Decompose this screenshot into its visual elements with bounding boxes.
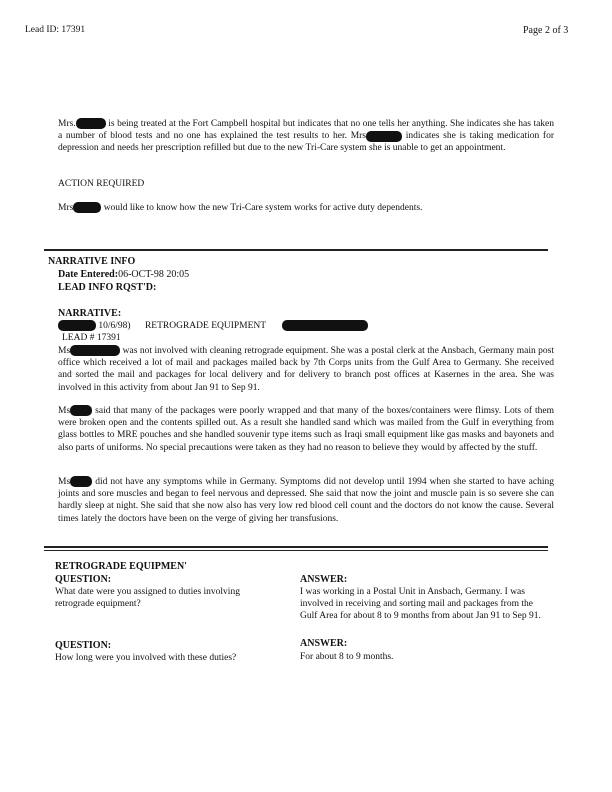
- narrative-lead-number: LEAD # 17391: [62, 333, 121, 343]
- narrative-info-heading: NARRATIVE INFO: [48, 256, 136, 267]
- question-label-1: QUESTION:: [55, 574, 112, 585]
- section-divider-top: [44, 546, 548, 548]
- redaction: [70, 345, 120, 356]
- salutation: Ms: [58, 346, 71, 356]
- answer-label-2: ANSWER:: [300, 638, 348, 649]
- narrative-paragraph-1: [58, 345, 554, 394]
- lead-id: Lead ID: 17391: [25, 25, 86, 35]
- salutation: Ms: [58, 406, 71, 416]
- narrative-paragraph-3: [58, 476, 554, 525]
- salutation: Ms: [58, 477, 71, 487]
- text: is being treated at the Fort Campbell hospital but indicates that no one tells her anything. She indicates she has taken a number of blood tests and no one has explained the test results to her. Mrs: [58, 119, 555, 142]
- text: did not have any symptoms while in Germany. Symptoms did not develop until 1994 when she started to have aching joints and sore muscles and began to feel nervous and depressed. She said that now the joint and muscle pain is so severe she can hardly sleep at night. She said that she now also has very low red blood cell count and the doctors do not know the cause. Several times lately the doctors have been on the verge of giving her transfusions.: [58, 477, 554, 524]
- answer-label-1: ANSWER:: [300, 574, 348, 585]
- action-required-label: ACTION REQUIRED: [58, 179, 145, 189]
- redaction: [70, 405, 92, 416]
- section-divider: [44, 249, 548, 251]
- redaction: [366, 131, 402, 142]
- text: would like to know how the new Tri-Care system works for active duty dependents.: [103, 203, 423, 213]
- retrograde-heading: RETROGRADE EQUIPMEN': [55, 561, 187, 572]
- redaction: [76, 118, 106, 129]
- question-text-1: What date were you assigned to duties involving retrograde equipment?: [55, 587, 240, 609]
- page-number: Page 2 of 3: [523, 25, 569, 36]
- date-entered-value: 06-OCT-98 20:05: [118, 269, 190, 280]
- answer-text-1: I was working in a Postal Unit in Ansbach, Germany. I was involved in receiving and sorting mail and packages from the Gulf Area for about 8 to 9 months from about Jan 91 to Sep 91.: [300, 587, 541, 621]
- narrative-title: RETROGRADE EQUIPMENT: [144, 321, 266, 331]
- narrative-title-line: [58, 320, 368, 332]
- lead-info-requested: LEAD INFO RQST'D:: [58, 282, 157, 293]
- text: was not involved with cleaning retrograde equipment. She was a postal clerk at the Ansbach, Germany main post office which received a lot of mail and packages mailed back by 7th Corps units from the Gulf Area to Germany. She received and sorted the mail and packages for local delivery and for delivery to branch post offices at Kasernes in the area. She was involved in this activity from about Jan 91 to Sep 91.: [58, 346, 555, 393]
- redaction: [58, 320, 96, 331]
- section-divider-bottom: [44, 550, 548, 551]
- salutation: Mrs: [58, 203, 74, 213]
- redaction: [73, 202, 101, 213]
- date-entered-label: Date Entered:: [58, 269, 119, 280]
- question-label-2: QUESTION:: [55, 640, 112, 651]
- salutation: Mrs.: [58, 119, 76, 129]
- answer-text-2: For about 8 to 9 months.: [300, 652, 394, 662]
- text: said that many of the packages were poorly wrapped and that many of the boxes/containers were flimsy. Lots of them were broken open and the contents spilled out. As a result she handled sand which was mailed from the Gulf in everything from glass bottles to MRE pouches and she handled souvenir type items such as Iraqi small equipment like gas masks and bayonets and also parts of uniforms. No special precautions were taken as they had no reason to believe they would by affected by the stuff.: [58, 406, 554, 453]
- narrative-paragraph-2: [58, 405, 554, 454]
- action-paragraph: [58, 202, 554, 214]
- redaction: [70, 476, 92, 487]
- date-entered: [58, 268, 189, 281]
- redaction: [282, 320, 368, 331]
- complaint-paragraph: [58, 118, 554, 155]
- narrative-date: 10/6/98): [98, 321, 131, 331]
- text: indicates she is taking medication for depression and needs her prescription refilled but due to the new Tri-Care system she is unable to get an appointment.: [58, 131, 555, 154]
- question-text-2: How long were you involved with these duties?: [55, 653, 237, 663]
- narrative-heading: NARRATIVE:: [58, 308, 122, 319]
